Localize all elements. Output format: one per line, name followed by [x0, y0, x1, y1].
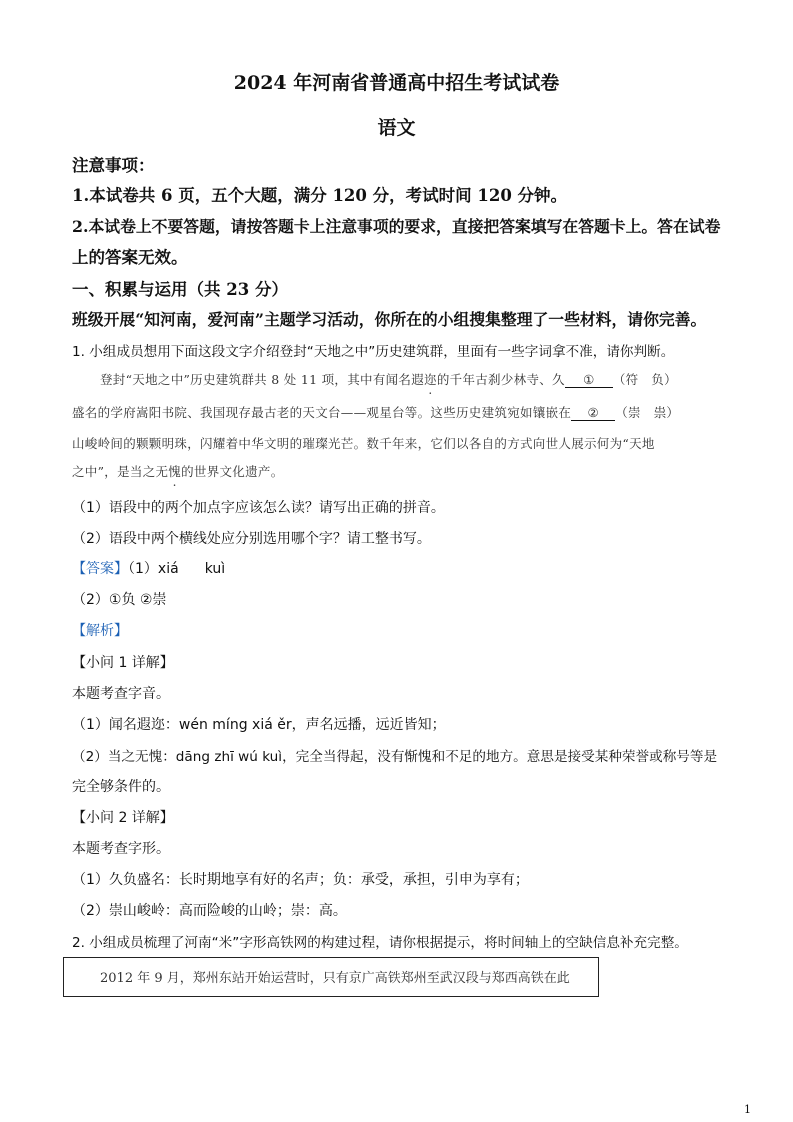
part-1-heading: 【小问 1 详解】 [72, 655, 174, 671]
part-2-line-2: （2）崇山峻岭：高而险峻的山岭；崇：高。 [72, 903, 347, 919]
passage-text: 的世界文化遗产。 [181, 464, 284, 479]
part-2-heading: 【小问 2 详解】 [72, 810, 174, 826]
answer-line-1 [72, 558, 225, 578]
sub-question-2: （2）语段中两个横线处应分别选用哪个字？请工整书写。 [72, 531, 431, 547]
page-title: 2024 年河南省普通高中招生考试试卷 [233, 72, 560, 94]
answer-prefix: （1） [128, 561, 158, 577]
passage-line-1 [100, 370, 677, 388]
answer-pinyin-1: xiá [157, 561, 179, 577]
notice-heading: 注意事项： [72, 156, 155, 175]
passage-line-4 [72, 462, 284, 480]
passage-line-2 [72, 403, 679, 421]
notice-item-2-line-2: 上的答案无效。 [72, 248, 188, 267]
dotted-char: 愧 [168, 464, 182, 479]
notice-item-2-line-1: 2.本试卷上不要答题，请按答题卡上注意事项的要求，直接把答案填写在答题卡上。答在试卷 [72, 217, 721, 236]
subject-title: 语文 [377, 117, 416, 139]
analysis-tag: 【解析】 [72, 623, 128, 639]
blank-2: ② [571, 405, 615, 421]
char-options-1: （符 负） [612, 372, 677, 387]
question-1-stem: 1. 小组成员想用下面这段文字介绍登封“天地之中”历史建筑群，里面有一些字词拿不准，请你判断。 [72, 344, 675, 360]
passage-text: 的千年古刹少林寺、久 [436, 372, 565, 387]
char-options-2: （崇 祟） [615, 405, 680, 420]
part-1-line-1: （1）闻名遐迩：wén míng xiá ěr，声名远播，远近皆知； [72, 717, 446, 733]
part-2-line-1: （1）久负盛名：长时期地享有好的名声；负：承受，承担，引申为享有； [72, 872, 529, 888]
notice-item-1: 1.本试卷共 6 页，五个大题，满分 120 分，考试时间 120 分钟。 [72, 186, 568, 205]
page-number: 1 [744, 1103, 751, 1116]
section-1-intro: 班级开展“知河南，爱河南”主题学习活动，你所在的小组搜集整理了一些材料，请你完善。 [72, 310, 707, 329]
question-2-stem: 2. 小组成员梳理了河南“米”字形高铁网的构建过程，请你根据提示，将时间轴上的空缺信息补充完整。 [72, 935, 688, 951]
part-1-intro: 本题考查字音。 [72, 686, 170, 702]
timeline-text: 2012 年 9 月，郑州东站开始运营时，只有京广高铁郑州至武汉段与郑西高铁在此 [100, 971, 570, 986]
passage-text: 登封“天地之中”历史建筑群共 8 处 11 项，其中有闻名遐 [100, 372, 425, 387]
timeline-box [63, 957, 599, 997]
sub-question-1: （1）语段中的两个加点字应该怎么读？请写出正确的拼音。 [72, 500, 445, 516]
passage-text: 盛名的学府嵩阳书院、我国现存最古老的天文台——观星台等。这些历史建筑宛如镶嵌在 [72, 405, 572, 420]
answer-pinyin-2: kuì [204, 561, 226, 577]
passage-text: 之中”，是当之无 [72, 464, 169, 479]
answer-tag: 【答案】 [72, 561, 128, 577]
part-1-line-3: 完全够条件的。 [72, 779, 170, 795]
part-1-line-2: （2）当之无愧：dāng zhī wú kuì，完全当得起，没有惭愧和不足的地方。意思是接受某种荣誉或称号等是 [72, 749, 718, 765]
dotted-char: 迩 [424, 372, 437, 387]
blank-1: ① [565, 372, 613, 388]
answer-line-2: （2）①负 ②崇 [72, 592, 167, 608]
passage-line-3: 山峻岭间的颗颗明珠，闪耀着中华文明的璀璨光芒。数千年来，它们以各自的方式向世人展示何为“天地 [72, 436, 655, 451]
part-2-intro: 本题考查字形。 [72, 841, 170, 857]
section-1-heading: 一、积累与运用（共 23 分） [72, 280, 288, 299]
